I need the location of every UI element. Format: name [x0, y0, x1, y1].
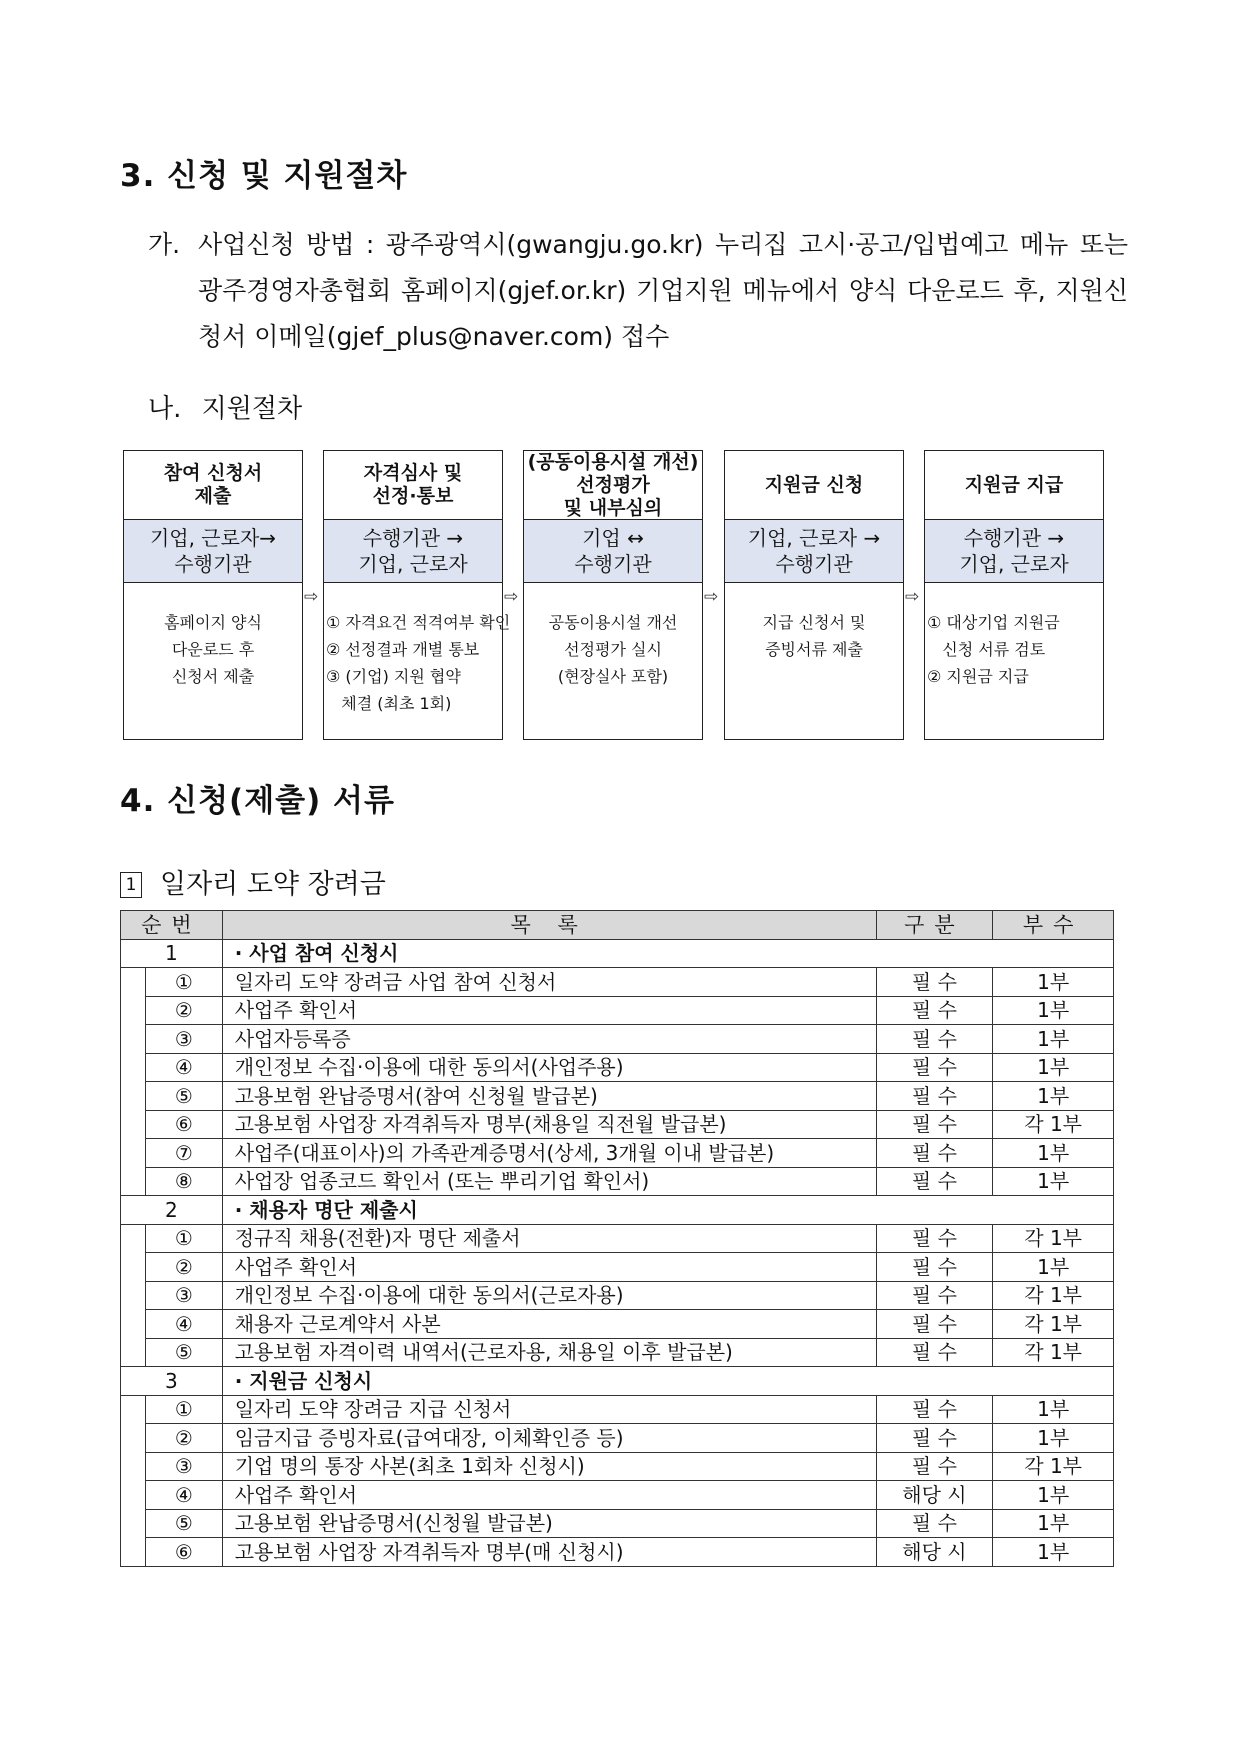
row-document: 고용보험 사업장 자격취득자 명부(매 신청시) [222, 1538, 876, 1567]
row-indent [121, 1110, 146, 1139]
table-row [121, 1481, 1114, 1510]
row-number: ⑧ [145, 1167, 222, 1196]
table-row [121, 1253, 1114, 1282]
row-type: 필 수 [876, 1139, 993, 1168]
row-copies: 1부 [993, 1253, 1114, 1282]
row-document: 고용보험 사업장 자격취득자 명부(채용일 직전월 발급본) [222, 1110, 876, 1139]
flow-arrow-icon: ⇨ [905, 587, 920, 607]
row-document: 개인정보 수집·이용에 대한 동의서(사업주용) [222, 1053, 876, 1082]
table-row [121, 1224, 1114, 1253]
row-number: ④ [145, 1481, 222, 1510]
row-type: 필 수 [876, 1395, 993, 1424]
row-indent [121, 1338, 146, 1367]
item-a-label: 가. [148, 230, 181, 259]
row-indent [121, 1224, 146, 1253]
row-indent [121, 1538, 146, 1567]
row-type: 필 수 [876, 1338, 993, 1367]
table-row [121, 996, 1114, 1025]
row-indent [121, 996, 146, 1025]
row-number: ① [145, 1395, 222, 1424]
step-actor: 수행기관 → 기업, 근로자 [925, 520, 1103, 583]
row-document: 채용자 근로계약서 사본 [222, 1310, 876, 1339]
row-document: 사업주(대표이사)의 가족관계증명서(상세, 3개월 이내 발급본) [222, 1139, 876, 1168]
table-row [121, 968, 1114, 997]
table-row [121, 1338, 1114, 1367]
row-type: 필 수 [876, 1310, 993, 1339]
group-number: 3 [121, 1367, 223, 1396]
row-copies: 각 1부 [993, 1281, 1114, 1310]
process-step-3 [523, 450, 703, 740]
row-copies: 1부 [993, 1053, 1114, 1082]
row-indent [121, 968, 146, 997]
documents-table [120, 910, 1114, 1567]
row-type: 필 수 [876, 1281, 993, 1310]
row-document: 정규직 채용(전환)자 명단 제출서 [222, 1224, 876, 1253]
group-number: 1 [121, 939, 223, 968]
row-number: ④ [145, 1053, 222, 1082]
header-number: 순번 [121, 911, 223, 940]
table-row [121, 1310, 1114, 1339]
row-document: 고용보험 자격이력 내역서(근로자용, 채용일 이후 발급본) [222, 1338, 876, 1367]
table-group-row [121, 1196, 1114, 1225]
row-document: 사업주 확인서 [222, 1253, 876, 1282]
row-number: ⑥ [145, 1110, 222, 1139]
row-type: 필 수 [876, 1509, 993, 1538]
table-row [121, 1538, 1114, 1567]
row-type: 해당 시 [876, 1481, 993, 1510]
row-document: 고용보험 완납증명서(신청월 발급본) [222, 1509, 876, 1538]
row-number: ③ [145, 1281, 222, 1310]
step-actor: 기업, 근로자 → 수행기관 [725, 520, 903, 583]
row-type: 필 수 [876, 1053, 993, 1082]
process-step-2 [323, 450, 511, 740]
group-title: · 사업 참여 신청시 [222, 939, 1113, 968]
method-paragraph [148, 222, 1128, 360]
flow-arrow-icon: ⇨ [504, 587, 519, 607]
row-indent [121, 1253, 146, 1282]
row-indent [121, 1025, 146, 1054]
row-number: ① [145, 968, 222, 997]
row-indent [121, 1424, 146, 1453]
table-row [121, 1139, 1114, 1168]
row-type: 필 수 [876, 968, 993, 997]
row-number: ④ [145, 1310, 222, 1339]
item-b-label: 나. [148, 394, 182, 424]
header-list: 목 록 [222, 911, 876, 940]
header-type: 구분 [876, 911, 993, 940]
row-number: ⑤ [145, 1509, 222, 1538]
row-document: 사업주 확인서 [222, 1481, 876, 1510]
row-type: 필 수 [876, 1224, 993, 1253]
row-copies: 1부 [993, 996, 1114, 1025]
row-copies: 1부 [993, 1509, 1114, 1538]
row-number: ⑦ [145, 1139, 222, 1168]
row-document: 일자리 도약 장려금 지급 신청서 [222, 1395, 876, 1424]
row-type: 필 수 [876, 996, 993, 1025]
row-indent [121, 1281, 146, 1310]
row-type: 해당 시 [876, 1538, 993, 1567]
group-title: · 채용자 명단 제출시 [222, 1196, 1113, 1225]
row-indent [121, 1310, 146, 1339]
section-3-title: 3. 신청 및 지원절차 [120, 158, 408, 194]
step-title: 지원금 지급 [925, 451, 1103, 520]
subsection-label: 일자리 도약 장려금 [160, 869, 386, 900]
row-type: 필 수 [876, 1082, 993, 1111]
row-copies: 각 1부 [993, 1224, 1114, 1253]
row-indent [121, 1053, 146, 1082]
row-number: ② [145, 1253, 222, 1282]
row-copies: 각 1부 [993, 1338, 1114, 1367]
row-type: 필 수 [876, 1424, 993, 1453]
table-header-row [121, 911, 1114, 940]
row-indent [121, 1082, 146, 1111]
row-type: 필 수 [876, 1167, 993, 1196]
row-copies: 1부 [993, 1538, 1114, 1567]
procedure-title: 지원절차 [201, 394, 303, 424]
row-type: 필 수 [876, 1110, 993, 1139]
row-document: 기업 명의 통장 사본(최초 1회차 신청시) [222, 1452, 876, 1481]
step-title: 지원금 신청 [725, 451, 903, 520]
step-title: 자격심사 및 선정·통보 [324, 451, 502, 520]
row-number: ② [145, 1424, 222, 1453]
procedure-heading [148, 388, 302, 425]
row-indent [121, 1452, 146, 1481]
method-text: 사업신청 방법 : 광주광역시(gwangju.go.kr) 누리집 고시·공고/입법예고 메뉴 또는 광주경영자총협회 홈페이지(gjef.or.kr) 기업지원 메뉴에서 양식 다운로드 후, 지원신청서 이메일(gjef_plus@naver.com) 접수 [198, 230, 1128, 351]
table-row [121, 1509, 1114, 1538]
row-indent [121, 1139, 146, 1168]
section-4-title: 4. 신청(제출) 서류 [120, 783, 395, 819]
row-type: 필 수 [876, 1253, 993, 1282]
row-number: ③ [145, 1025, 222, 1054]
subsection-number-box: 1 [120, 872, 142, 898]
step-actor: 기업, 근로자→ 수행기관 [124, 520, 302, 583]
flow-arrow-icon: ⇨ [704, 587, 719, 607]
process-step-4 [724, 450, 904, 740]
row-copies: 1부 [993, 1424, 1114, 1453]
step-description: ① 자격요건 적격여부 확인 ② 선정결과 개별 통보 ③ (기업) 지원 협약 체결 (최초 1회) [326, 613, 511, 713]
step-description: ① 대상기업 지원금 신청 서류 검토 ② 지원금 지급 [927, 613, 1060, 686]
step-description: 홈페이지 양식 다운로드 후 신청서 제출 [164, 613, 262, 686]
step-description: 공동이용시설 개선 선정평가 실시 (현장실사 포함) [548, 613, 678, 686]
row-document: 사업장 업종코드 확인서 (또는 뿌리기업 확인서) [222, 1167, 876, 1196]
row-document: 임금지급 증빙자료(급여대장, 이체확인증 등) [222, 1424, 876, 1453]
table-row [121, 1281, 1114, 1310]
header-copies: 부수 [993, 911, 1114, 940]
row-number: ① [145, 1224, 222, 1253]
table-row [121, 1395, 1114, 1424]
subsection-title [120, 862, 386, 901]
row-number: ⑤ [145, 1338, 222, 1367]
row-document: 사업주 확인서 [222, 996, 876, 1025]
row-copies: 각 1부 [993, 1110, 1114, 1139]
row-copies: 1부 [993, 1025, 1114, 1054]
group-title: · 지원금 신청시 [222, 1367, 1113, 1396]
row-copies: 1부 [993, 968, 1114, 997]
row-copies: 1부 [993, 1082, 1114, 1111]
step-description: 지급 신청서 및 증빙서류 제출 [762, 613, 866, 659]
step-title: 참여 신청서 제출 [124, 451, 302, 520]
row-indent [121, 1395, 146, 1424]
row-copies: 각 1부 [993, 1310, 1114, 1339]
row-indent [121, 1509, 146, 1538]
step-actor: 기업 ↔ 수행기관 [524, 520, 702, 583]
row-type: 필 수 [876, 1025, 993, 1054]
table-row [121, 1082, 1114, 1111]
table-group-row [121, 1367, 1114, 1396]
row-type: 필 수 [876, 1452, 993, 1481]
flow-arrow-icon: ⇨ [304, 587, 319, 607]
row-document: 고용보험 완납증명서(참여 신청월 발급본) [222, 1082, 876, 1111]
step-title: (공동이용시설 개선) 선정평가 및 내부심의 [524, 451, 702, 520]
table-group-row [121, 939, 1114, 968]
row-indent [121, 1481, 146, 1510]
row-copies: 각 1부 [993, 1452, 1114, 1481]
table-row [121, 1167, 1114, 1196]
row-number: ⑤ [145, 1082, 222, 1111]
row-copies: 1부 [993, 1139, 1114, 1168]
table-row [121, 1025, 1114, 1054]
row-number: ⑥ [145, 1538, 222, 1567]
row-indent [121, 1167, 146, 1196]
row-copies: 1부 [993, 1167, 1114, 1196]
row-copies: 1부 [993, 1395, 1114, 1424]
row-document: 개인정보 수집·이용에 대한 동의서(근로자용) [222, 1281, 876, 1310]
row-number: ② [145, 996, 222, 1025]
row-number: ③ [145, 1452, 222, 1481]
process-step-1 [123, 450, 303, 740]
row-copies: 1부 [993, 1481, 1114, 1510]
process-step-5 [924, 450, 1104, 740]
table-row [121, 1452, 1114, 1481]
table-row [121, 1424, 1114, 1453]
group-number: 2 [121, 1196, 223, 1225]
row-document: 일자리 도약 장려금 사업 참여 신청서 [222, 968, 876, 997]
row-document: 사업자등록증 [222, 1025, 876, 1054]
step-actor: 수행기관 → 기업, 근로자 [324, 520, 502, 583]
table-row [121, 1053, 1114, 1082]
table-row [121, 1110, 1114, 1139]
